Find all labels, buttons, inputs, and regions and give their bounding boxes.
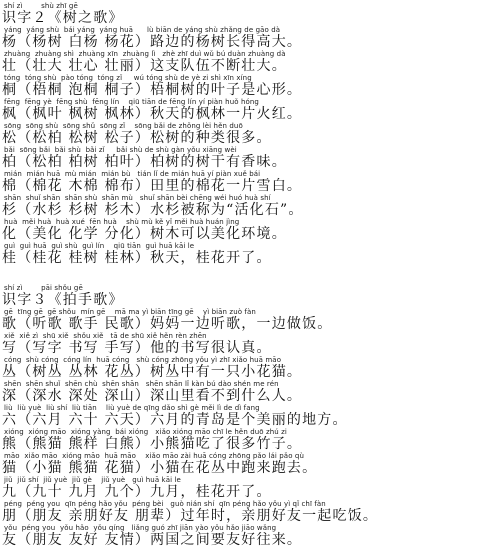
line-text: 写（写字 书写 手写）他的书写很认真。 xyxy=(2,340,272,356)
line-pinyin: xiě xiě zì shū xiě shǒu xiě tā de shū xiě hěn rèn zhēn xyxy=(4,332,207,340)
line-pinyin: tóng tóng shù pào tóng tóng zǐ wú tóng shù de yè zi shì xīn xíng xyxy=(4,74,252,82)
line-text: 柏（松柏 柏树 柏叶）柏树的树干有香味。 xyxy=(2,154,287,170)
line-pinyin: bǎi sōng bǎi bǎi shù bǎi zǐ bǎi shù de shù gàn yǒu xiāng wèi xyxy=(4,146,237,154)
line-pinyin: shēn shēn shuǐ shēn chù shēn shān shēn shān lǐ kàn bú dào shén me rén xyxy=(4,380,279,388)
vocab-line xyxy=(0,404,480,428)
line-pinyin: sōng sōng shù sōng shǔ sōng zǐ sōng bǎi de zhǒng lèi hěn duō xyxy=(4,122,243,130)
line-pinyin: jiǔ jiǔ shí jiǔ yuè jiǔ gè jiǔ yuè guì huā kāi le xyxy=(4,476,181,484)
line-pinyin: gē tīng gē gē shǒu mín gē mā ma yì biān tīng gē yì biān zuò fàn xyxy=(4,308,256,316)
line-pinyin: zhuàng zhuàng shì zhuàng xīn zhuàng lì zhè zhī duì wǔ bú duàn zhuàng dà xyxy=(4,50,286,58)
line-text: 桂（桂花 桂树 桂林）秋天，桂花开了。 xyxy=(2,250,272,266)
line-pinyin: xióng xióng māo xióng yàng bái xióng xiǎo xióng māo chī le hěn duō zhú zi xyxy=(4,428,287,436)
vocab-line xyxy=(0,524,480,548)
line-text: 歌（听歌 歌手 民歌）妈妈一边听歌，一边做饭。 xyxy=(2,316,333,332)
line-pinyin: guì guì huā guì shù guì lín qiū tiān guì huā kāi le xyxy=(4,242,195,250)
vocab-line xyxy=(0,308,480,332)
lesson-section-pai-shou-ge xyxy=(0,284,480,548)
line-text: 桐（梧桐 泡桐 桐子）梧桐树的叶子是心形。 xyxy=(2,82,303,98)
vocab-line xyxy=(0,242,480,266)
line-pinyin: cóng shù cóng cóng lín huā cóng shù cóng zhōng yǒu yì zhī xiǎo huā māo xyxy=(4,356,282,364)
line-text: 猫（小猫 熊猫 花猫）小猫在花丛中跑来跑去。 xyxy=(2,460,318,476)
line-text: 松（松柏 松树 松子）松树的种类很多。 xyxy=(2,130,272,146)
line-pinyin: liù liù yuè liù shí liù tiān liù yuè de qīng dǎo shì gè měi lì de dì fang xyxy=(4,404,260,412)
vocab-line xyxy=(0,428,480,452)
line-pinyin: péng péng you qīn péng hǎo yǒu péng bèi guò nián shí qīn péng hǎo yǒu yì qǐ chī fàn xyxy=(4,500,326,508)
line-text: 深（深水 深处 深山）深山里看不到什么人。 xyxy=(2,388,303,404)
vocab-line xyxy=(0,332,480,356)
line-text: 杨（杨树 白杨 杨花）路边的杨树长得高大。 xyxy=(2,34,303,50)
line-text: 棉（棉花 木棉 棉布）田里的棉花一片雪白。 xyxy=(2,178,303,194)
vocab-line xyxy=(0,500,480,524)
vocab-line xyxy=(0,146,480,170)
lesson-title xyxy=(0,2,480,26)
line-text: 友（朋友 友好 友情）两国之间要友好往来。 xyxy=(2,532,303,548)
vocab-line xyxy=(0,476,480,500)
vocab-line xyxy=(0,218,480,242)
line-text: 朋（朋友 亲朋好友 朋辈）过年时，亲朋好友一起吃饭。 xyxy=(2,508,379,524)
line-pinyin: yáng yáng shù bái yáng yáng huā lù biān de yáng shù zhǎng de gāo dà xyxy=(4,26,281,34)
line-text: 六（六月 六十 六天）六月的青岛是个美丽的地方。 xyxy=(2,412,348,428)
vocab-line xyxy=(0,98,480,122)
title-text: 识字２《树之歌》 xyxy=(2,10,124,26)
line-text: 丛（树丛 丛林 花丛）树丛中有一只小花猫。 xyxy=(2,364,303,380)
vocab-line xyxy=(0,122,480,146)
vocab-line xyxy=(0,74,480,98)
title-pinyin: shí zì shù zhī gē xyxy=(4,2,78,10)
vocab-line xyxy=(0,50,480,74)
title-pinyin: shí zì pāi shǒu gē xyxy=(4,284,83,292)
line-text: 枫（枫叶 枫树 枫林）秋天的枫林一片火红。 xyxy=(2,106,303,122)
lesson-title xyxy=(0,284,480,308)
vocab-line xyxy=(0,380,480,404)
vocab-line xyxy=(0,26,480,50)
line-text: 壮（壮大 壮心 壮丽）这支队伍不断壮大。 xyxy=(2,58,287,74)
vocab-line xyxy=(0,356,480,380)
vocab-line xyxy=(0,452,480,476)
line-pinyin: huà měi huà huà xué fēn huà shù mù kě yǐ měi huà huán jìng xyxy=(4,218,240,226)
vocab-line xyxy=(0,194,480,218)
line-pinyin: shān shuǐ shān shān shù shān mù shuǐ shān bèi chēng wéi huó huà shí xyxy=(4,194,271,202)
line-pinyin: yǒu péng you yǒu hǎo yǒu qíng liǎng guó zhī jiān yào yǒu hǎo jiāo wǎng xyxy=(4,524,277,532)
lesson-section-shu-zhi-ge xyxy=(0,2,480,266)
line-text: 杉（水杉 杉树 杉木）水杉被称为“活化石”。 xyxy=(2,202,304,218)
line-pinyin: māo xiǎo māo xióng māo huā māo xiǎo māo zài huā cóng zhōng pǎo lái pǎo qù xyxy=(4,452,304,460)
line-text: 九（九十 九月 九个）九月，桂花开了。 xyxy=(2,484,272,500)
title-text: 识字３《拍手歌》 xyxy=(2,292,124,308)
vocab-line xyxy=(0,170,480,194)
line-pinyin: fēng fēng yè fēng shù fēng lín qiū tiān de fēng lín yí piàn huǒ hóng xyxy=(4,98,259,106)
line-text: 熊（熊猫 熊样 白熊）小熊猫吃了很多竹子。 xyxy=(2,436,303,452)
line-text: 化（美化 化学 分化）树木可以美化环境。 xyxy=(2,226,287,242)
line-pinyin: mián mián huā mù mián mián bù tián lǐ de mián huā yí piàn xuě bái xyxy=(4,170,261,178)
